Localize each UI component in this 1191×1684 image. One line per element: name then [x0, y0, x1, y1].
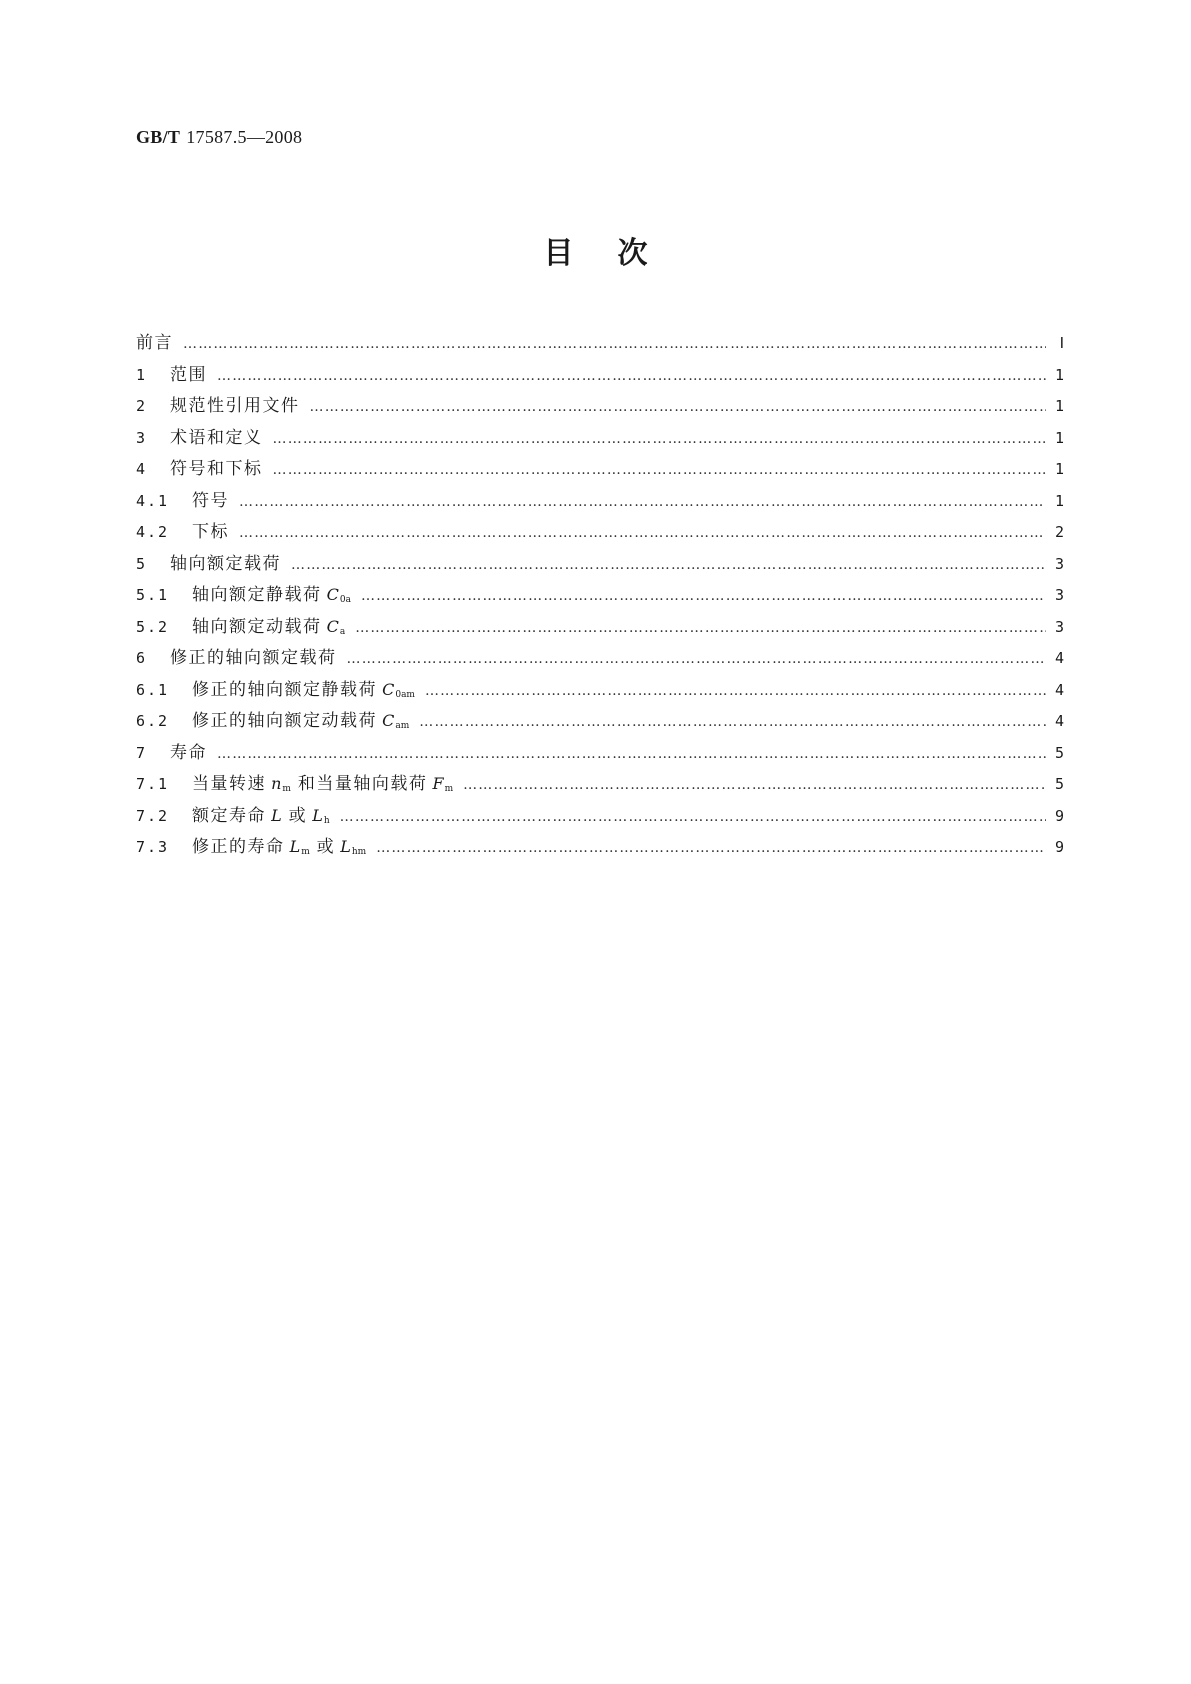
toc-entry-symbol — [266, 774, 291, 793]
toc-entry-number: 4 — [136, 460, 148, 478]
toc-entry-number: 7.1 — [136, 775, 170, 793]
toc-entry[interactable] — [136, 391, 1064, 423]
toc-entry-text: 符号 — [192, 490, 229, 511]
toc-entry-title — [192, 832, 366, 857]
toc-entry-connector: 或 — [316, 837, 336, 857]
toc-entry-title — [170, 549, 281, 574]
symbol-base: C — [326, 585, 339, 604]
symbol-subscript: 0a — [339, 595, 351, 605]
toc-entry[interactable] — [136, 549, 1064, 581]
toc-entry-title — [192, 675, 415, 700]
toc-entry-title — [192, 580, 351, 605]
toc-entry[interactable] — [136, 643, 1064, 675]
symbol-subscript: a — [339, 626, 346, 637]
toc-entry-page: 4 — [1054, 649, 1064, 667]
dot-leader — [239, 525, 1046, 541]
toc-entry-number: 7.3 — [136, 838, 170, 856]
toc-entry[interactable] — [136, 517, 1064, 549]
toc-entry-title — [136, 328, 173, 353]
toc-entry-symbol — [427, 774, 453, 793]
dot-leader — [291, 557, 1046, 573]
symbol-base: L — [312, 805, 323, 825]
toc-entry-symbol — [377, 711, 409, 730]
toc-entry-page: 1 — [1054, 460, 1064, 478]
toc-entry-text: 轴向额定静载荷 — [192, 585, 322, 605]
symbol-base: C — [326, 616, 339, 636]
dot-leader — [239, 494, 1046, 510]
dot-leader — [217, 746, 1046, 762]
toc-entry[interactable] — [136, 328, 1064, 360]
toc-entry-title — [192, 517, 229, 542]
dot-leader — [463, 777, 1046, 793]
symbol-base: L — [271, 805, 282, 825]
toc-entry-symbol — [322, 617, 346, 636]
toc-entry-symbol — [335, 837, 366, 856]
toc-entry-symbol — [285, 837, 310, 856]
toc-entry[interactable] — [136, 801, 1064, 833]
toc-entry-number: 5.2 — [136, 617, 170, 636]
dot-leader — [355, 620, 1046, 636]
toc-entry-number: 5 — [136, 554, 148, 573]
toc-entry-title — [192, 612, 345, 637]
toc-entry-number: 7 — [136, 743, 148, 762]
toc-entry-text: 修正的轴向额定载荷 — [170, 648, 337, 668]
toc-entry-connector: 和当量轴向载荷 — [297, 774, 428, 794]
dot-leader — [361, 588, 1046, 604]
dot-leader — [340, 809, 1046, 825]
title-char-1: 目 — [543, 236, 574, 271]
toc-entry-page: 3 — [1054, 586, 1064, 604]
symbol-subscript: am — [395, 721, 410, 731]
dot-leader — [273, 431, 1047, 447]
toc-entry-symbol — [322, 585, 351, 604]
standard-code — [136, 127, 302, 148]
toc-entry-number: 2 — [136, 397, 148, 415]
title-char-2: 次 — [617, 236, 648, 271]
toc-entry-symbol — [377, 680, 415, 699]
dot-leader — [347, 651, 1047, 667]
toc-entry[interactable] — [136, 580, 1064, 612]
toc-entry-title — [170, 454, 263, 479]
toc-entry-text: 寿命 — [170, 742, 207, 763]
toc-entry[interactable] — [136, 769, 1064, 801]
toc-entry-page: 4 — [1054, 712, 1064, 730]
toc-entry-page: 9 — [1054, 838, 1064, 856]
dot-leader — [419, 714, 1046, 730]
symbol-base: n — [271, 774, 282, 793]
toc-entry-text: 符号和下标 — [170, 459, 263, 479]
toc-entry-number: 3 — [136, 428, 148, 447]
page-title — [0, 228, 1191, 272]
toc-entry-text: 前言 — [136, 333, 173, 353]
toc-entry-number: 7.2 — [136, 806, 170, 825]
toc-entry-title — [192, 769, 453, 794]
toc-entry-page: 1 — [1054, 491, 1064, 510]
toc-entry-number: 4.1 — [136, 491, 170, 510]
toc-entry-symbol — [307, 806, 330, 825]
toc-entry-text: 修正的轴向额定动载荷 — [192, 711, 377, 731]
toc-entry-text: 术语和定义 — [170, 427, 263, 448]
symbol-base: C — [382, 711, 395, 730]
toc-entry[interactable] — [136, 454, 1064, 486]
dot-leader — [376, 840, 1046, 856]
toc-entry-symbol — [266, 806, 282, 825]
toc-entry[interactable] — [136, 738, 1064, 770]
toc-entry-page: 5 — [1054, 743, 1064, 762]
toc-entry-page: 3 — [1054, 554, 1064, 573]
toc-entry-page: Ⅰ — [1059, 334, 1064, 352]
symbol-base: L — [340, 837, 351, 856]
dot-leader — [273, 462, 1047, 478]
toc-entry-title — [192, 801, 330, 826]
toc-entry-text: 当量转速 — [192, 774, 266, 794]
dot-leader — [425, 683, 1046, 699]
toc-entry-title — [170, 738, 207, 763]
toc-entry-text: 下标 — [192, 522, 229, 542]
standard-number: 17587.5—2008 — [186, 127, 303, 147]
table-of-contents — [136, 328, 1064, 864]
toc-entry-page: 1 — [1054, 397, 1064, 415]
toc-entry-page: 5 — [1054, 775, 1064, 793]
toc-entry-page: 9 — [1054, 806, 1064, 825]
toc-entry-text: 范围 — [170, 364, 207, 385]
toc-entry-number: 1 — [136, 365, 148, 384]
symbol-base: L — [289, 837, 301, 856]
toc-entry-number: 5.1 — [136, 586, 170, 604]
toc-entry-number: 6.1 — [136, 680, 170, 699]
toc-entry[interactable] — [136, 486, 1064, 518]
toc-entry-text: 轴向额定动载荷 — [192, 616, 322, 637]
toc-entry-title — [170, 643, 337, 668]
toc-entry-text: 修正的寿命 — [192, 837, 285, 857]
symbol-subscript: m — [444, 784, 454, 794]
toc-entry-page: 1 — [1054, 365, 1064, 384]
toc-entry[interactable] — [136, 612, 1064, 644]
dot-leader — [217, 368, 1046, 384]
toc-entry-title — [170, 360, 207, 385]
toc-entry-page: 1 — [1054, 428, 1064, 447]
toc-entry-page: 2 — [1054, 523, 1064, 541]
toc-entry-connector: 或 — [288, 805, 308, 826]
symbol-subscript: 0am — [395, 689, 415, 700]
toc-entry-title — [192, 486, 229, 511]
toc-entry[interactable] — [136, 423, 1064, 455]
toc-entry-page: 3 — [1054, 617, 1064, 636]
symbol-subscript: m — [301, 847, 310, 857]
toc-entry-title — [170, 423, 263, 448]
symbol-base: F — [432, 774, 444, 793]
symbol-subscript: h — [323, 815, 330, 826]
standard-prefix: GB/T — [136, 127, 181, 147]
toc-entry[interactable] — [136, 675, 1064, 707]
toc-entry-page: 4 — [1054, 680, 1064, 699]
toc-entry-title — [192, 706, 409, 731]
toc-entry-text: 规范性引用文件 — [170, 396, 300, 416]
dot-leader — [310, 399, 1047, 415]
symbol-subscript: m — [282, 784, 291, 794]
symbol-subscript: hm — [351, 847, 367, 857]
symbol-base: C — [382, 679, 395, 699]
dot-leader — [183, 336, 1046, 352]
toc-entry-text: 额定寿命 — [192, 805, 266, 826]
toc-entry-title — [170, 391, 300, 416]
toc-entry-text: 修正的轴向额定静载荷 — [192, 679, 377, 700]
toc-entry-number: 4.2 — [136, 523, 170, 541]
toc-entry[interactable] — [136, 360, 1064, 392]
toc-entry[interactable] — [136, 706, 1064, 738]
toc-entry-number: 6.2 — [136, 712, 170, 730]
toc-entry[interactable] — [136, 832, 1064, 864]
toc-entry-text: 轴向额定载荷 — [170, 553, 281, 574]
toc-entry-number: 6 — [136, 649, 148, 667]
